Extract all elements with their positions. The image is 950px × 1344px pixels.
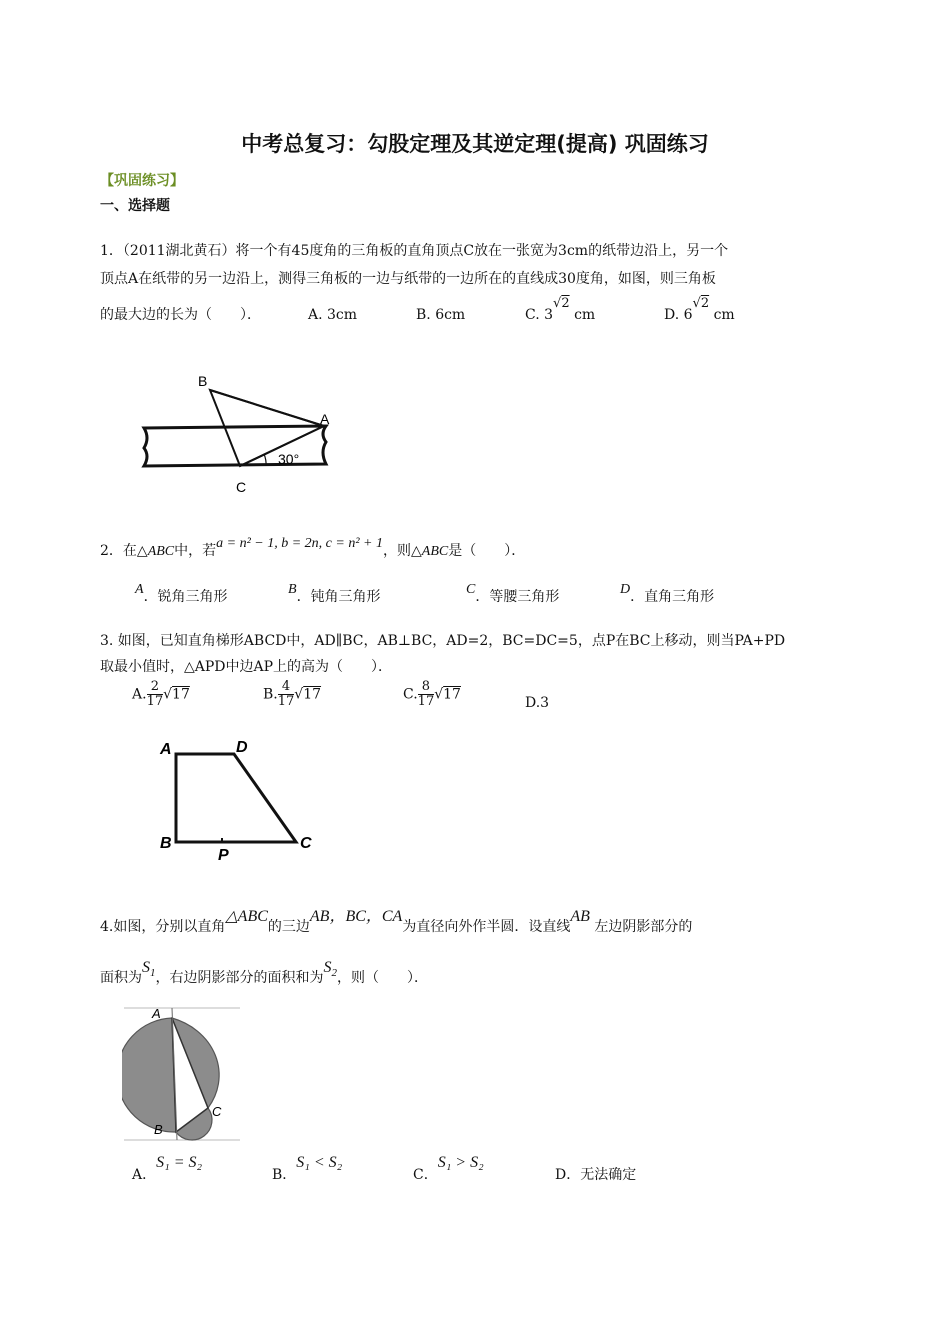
label-p: P (218, 847, 229, 864)
q1-line3: 的最大边的长为（ ）． (100, 307, 261, 323)
label-c: C (212, 1104, 222, 1119)
q4-line1: 4.如图，分别以直角△ABC的三边AB，BC，CA为直径向外作半圆．设直线AB 左边阴影部分的 (100, 908, 693, 935)
trapezoid-abcd (176, 754, 296, 842)
page-title: 中考总复习：勾股定理及其逆定理(提高) 巩固练习 (241, 132, 709, 156)
q2-stem: 2．在△ABC中，若a = n² − 1, b = 2n, c = n² + 1，则△ABC是（ ）． (100, 536, 526, 559)
q2-option-b: B．钝角三角形 (288, 582, 381, 605)
label-a: A (320, 411, 330, 427)
q3-option-a: A. $\frac{2}{17}$ √17 (132, 679, 190, 709)
section-heading: 一、选择题 (100, 198, 170, 214)
label-b: B (160, 835, 172, 852)
q4-option-d: D．无法确定 (555, 1167, 637, 1183)
section-tag: 【巩固练习】 (100, 173, 184, 189)
q1-option-a: A. 3cm (308, 307, 358, 323)
q1-option-d: D. 6√2 cm (664, 296, 735, 323)
q4-line2: 面积为$S_1$，右边阴影部分的面积和为$S_2$，则（ ）． (100, 959, 428, 986)
q3-line1: 3. 如图，已知直角梯形ABCD中，AD∥BC，AB⊥BC，AD=2，BC=DC=5，点P在BC上移动，则当PA+PD (100, 633, 786, 649)
label-angle: 30° (278, 451, 300, 467)
q4-option-b: B．S₁ < S₂ (272, 1154, 343, 1183)
q2-option-c: C．等腰三角形 (466, 582, 560, 605)
q1-option-b: B. 6cm (416, 307, 466, 323)
label-c: C (300, 835, 312, 852)
q2-option-a: A．锐角三角形 (135, 582, 228, 605)
side-ba (210, 390, 324, 426)
q4-option-c: C．S₁ > S₂ (413, 1154, 484, 1183)
q1-option-c: C. 3√2 cm (525, 296, 596, 323)
label-d: D (236, 739, 248, 756)
q3-option-b: B. $\frac{4}{17}$ √17 (263, 679, 322, 709)
label-b: B (154, 1122, 163, 1137)
q3-figure (156, 736, 326, 866)
q1-line1: 1．（2011湖北黄石）将一个有45度角的三角板的直角顶点C放在一张宽为3cm的纸带边沿上，另一个 (100, 243, 729, 259)
q3-option-d: D.3 (525, 695, 550, 711)
q4-option-a: A．S₁ = S₂ (132, 1154, 203, 1183)
q3-option-c: C. $\frac{8}{17}$ √17 (403, 679, 461, 709)
q1-line2: 顶点A在纸带的另一边沿上，测得三角板的一边与纸带的一边所在的直线成30度角，如图，则三角板 (100, 271, 716, 287)
q3-line2: 取最小值时，△APD中边AP上的高为（ ）． (100, 659, 393, 675)
label-b: B (198, 373, 208, 389)
q2-option-d: D．直角三角形 (620, 582, 715, 605)
label-a: A (152, 1006, 161, 1021)
q4-figure (122, 1006, 242, 1142)
label-a: A (160, 741, 172, 758)
label-c: C (236, 479, 247, 495)
q1-figure (134, 362, 344, 502)
